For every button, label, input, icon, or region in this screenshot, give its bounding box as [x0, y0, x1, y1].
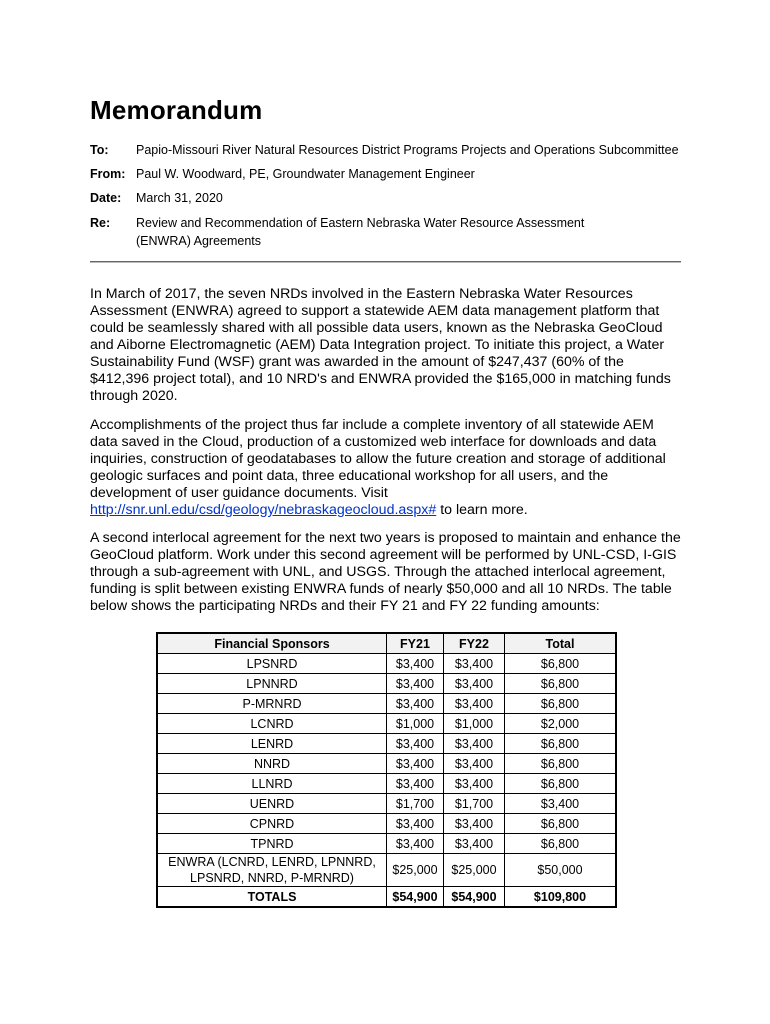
fy22-cell: $3,400 — [444, 834, 505, 854]
sponsor-cell: CPNRD — [157, 814, 387, 834]
table-header-row — [157, 633, 616, 654]
total-cell: $6,800 — [505, 654, 617, 674]
total-cell: $6,800 — [505, 774, 617, 794]
total-cell: $2,000 — [505, 714, 617, 734]
fy22-cell: $3,400 — [444, 754, 505, 774]
from-value: Paul W. Woodward, PE, Groundwater Management Engineer — [136, 167, 475, 181]
paragraph-2-end: to learn more. — [436, 502, 528, 518]
table-row — [157, 734, 616, 754]
re-line — [90, 214, 690, 250]
fy21-cell: $3,400 — [387, 814, 444, 834]
total-cell: $6,800 — [505, 694, 617, 714]
table-row — [157, 834, 616, 854]
table-row — [157, 774, 616, 794]
memo-title: Memorandum — [90, 95, 263, 125]
fy22-cell: $3,400 — [444, 774, 505, 794]
fy21-cell: $1,000 — [387, 714, 444, 734]
fy22-cell: $3,400 — [444, 674, 505, 694]
total-cell: $3,400 — [505, 794, 617, 814]
fy22-cell: $1,700 — [444, 794, 505, 814]
fy21-cell: $3,400 — [387, 734, 444, 754]
table-row — [157, 754, 616, 774]
table-row — [157, 814, 616, 834]
totals-fy22: $54,900 — [444, 887, 505, 908]
fy22-cell: $3,400 — [444, 694, 505, 714]
total-cell: $50,000 — [505, 854, 617, 887]
sponsor-cell: LPNNRD — [157, 674, 387, 694]
paragraph-3: A second interlocal agreement for the next two years is proposed to maintain and enhance the GeoCloud platform. Work under this second agreement will be performed by UNL-CSD, I-GIS through a sub-agreement with UNL, and USGS. Through the attached interlocal agreement, funding is split between existing ENWRA funds of nearly $50,000 and all 10 NRDs. The table below shows the participating NRDs and their FY 21 and FY 22 funding amounts: — [90, 530, 681, 614]
fy22-cell: $3,400 — [444, 734, 505, 754]
paragraph-1: In March of 2017, the seven NRDs involved in the Eastern Nebraska Water Resources Assessment (ENWRA) agreed to support a statewide AEM data management platform that could be seamlessly shared with all possible data users, known as the Nebraska GeoCloud and Aiborne Electromagnetic (AEM) Data Integration project. To initiate this project, a Water Sustainability Fund (WSF) grant was awarded in the amount of $247,437 (60% of the $412,396 project total), and 10 NRD's and ENWRA provided the $165,000 in matching funds through 2020. — [90, 286, 671, 404]
re-value: Review and Recommendation of Eastern Nebraska Water Resource Assessment (ENWRA) Agreements — [136, 216, 585, 248]
sponsor-cell: ENWRA (LCNRD, LENRD, LPNNRD, LPSNRD, NNRD, P-MRNRD) — [157, 854, 387, 887]
sponsor-cell: LLNRD — [157, 774, 387, 794]
sponsor-cell: LPSNRD — [157, 654, 387, 674]
table-header: Financial Sponsors — [157, 633, 387, 654]
sponsor-cell: NNRD — [157, 754, 387, 774]
paragraph-2-text: Accomplishments of the project thus far include a complete inventory of all statewide AEM data saved in the Cloud, production of a customized web interface for downloads and data inquiries, construction of geodatabases to allow the future creation and storage of additional geologic surfaces and point data, three educational workshop for all users, and the development of user guidance documents. Visit — [90, 417, 666, 501]
fy21-cell: $3,400 — [387, 774, 444, 794]
table-row — [157, 794, 616, 814]
table-row — [157, 674, 616, 694]
paragraph-2 — [90, 417, 683, 519]
sponsor-cell: TPNRD — [157, 834, 387, 854]
table-row — [157, 694, 616, 714]
funding-table — [156, 632, 617, 908]
totals-total: $109,800 — [505, 887, 617, 908]
table-header: Total — [505, 633, 617, 654]
fy21-cell: $3,400 — [387, 834, 444, 854]
fy21-cell: $1,700 — [387, 794, 444, 814]
to-value: Papio-Missouri River Natural Resources District Programs Projects and Operations Subcommittee — [136, 143, 679, 157]
table-header: FY22 — [444, 633, 505, 654]
total-cell: $6,800 — [505, 734, 617, 754]
sponsor-cell: LENRD — [157, 734, 387, 754]
table-row — [157, 714, 616, 734]
fy21-cell: $3,400 — [387, 674, 444, 694]
sponsor-cell: P-MRNRD — [157, 694, 387, 714]
geocloud-link[interactable]: http://snr.unl.edu/csd/geology/nebraskageocloud.aspx# — [90, 502, 437, 518]
date-label: Date: — [90, 191, 122, 205]
table-row — [157, 654, 616, 674]
fy21-cell: $25,000 — [387, 854, 444, 887]
fy22-cell: $3,400 — [444, 654, 505, 674]
totals-label: TOTALS — [157, 887, 387, 908]
fy21-cell: $3,400 — [387, 654, 444, 674]
table-row — [157, 854, 616, 887]
to-label: To: — [90, 143, 109, 157]
total-cell: $6,800 — [505, 754, 617, 774]
total-cell: $6,800 — [505, 814, 617, 834]
totals-fy21: $54,900 — [387, 887, 444, 908]
total-cell: $6,800 — [505, 674, 617, 694]
fy21-cell: $3,400 — [387, 694, 444, 714]
sponsor-cell: UENRD — [157, 794, 387, 814]
table-header: FY21 — [387, 633, 444, 654]
fy22-cell: $1,000 — [444, 714, 505, 734]
date-value: March 31, 2020 — [136, 191, 223, 205]
total-cell: $6,800 — [505, 834, 617, 854]
fy22-cell: $25,000 — [444, 854, 505, 887]
sponsor-cell: LCNRD — [157, 714, 387, 734]
from-label: From: — [90, 167, 126, 181]
totals-row — [157, 887, 616, 908]
fy22-cell: $3,400 — [444, 814, 505, 834]
header-divider — [90, 261, 681, 263]
re-label: Re: — [90, 216, 111, 230]
fy21-cell: $3,400 — [387, 754, 444, 774]
